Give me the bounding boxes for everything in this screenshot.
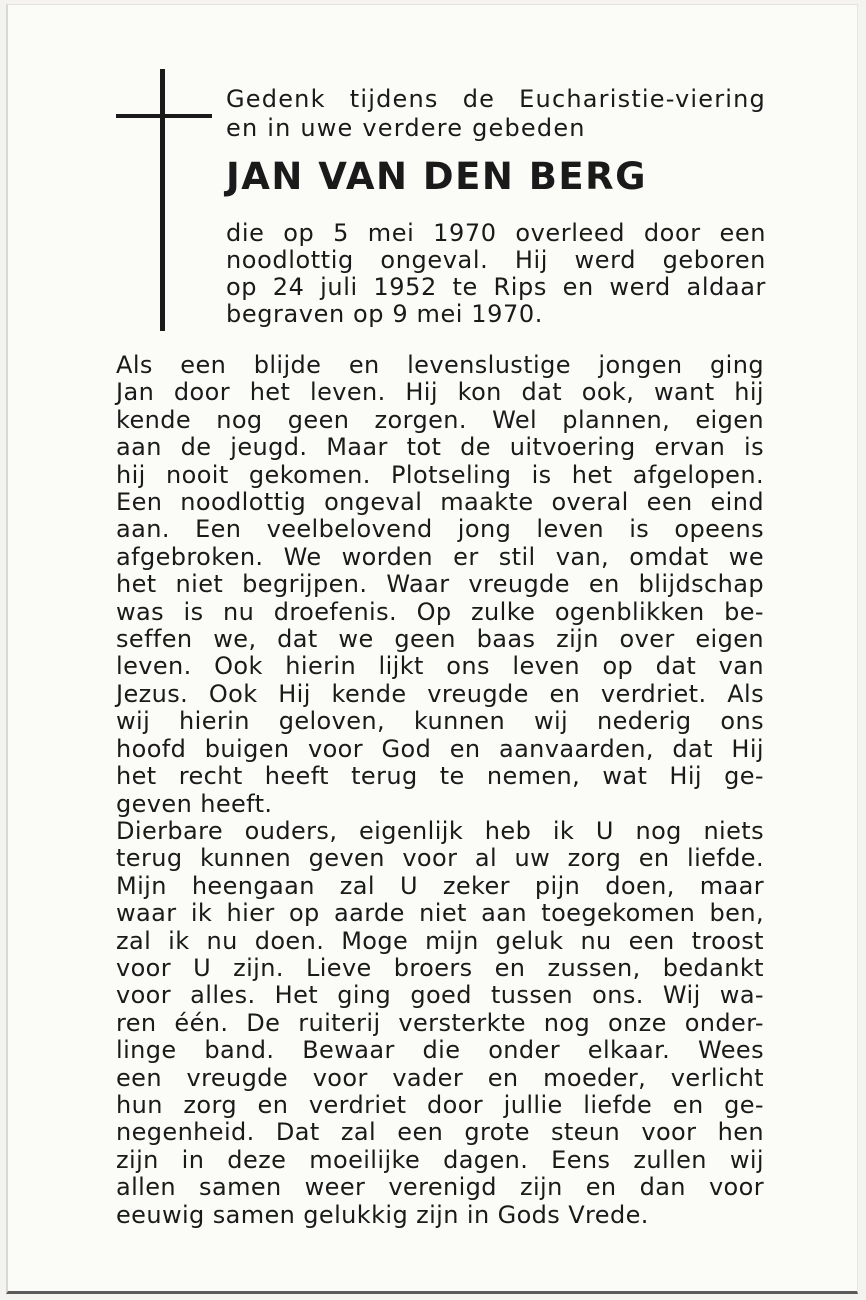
body-text (116, 352, 764, 1229)
body-line: het niet begrijpen. Waar vreugde en blijdschap (116, 570, 764, 599)
intro-text (226, 85, 766, 143)
body-line: allen samen weer verenigd zijn en dan voor (116, 1173, 764, 1202)
body-line: Dierbare ouders, eigenlijk heb ik U nog niets (116, 816, 764, 845)
body-line: hun zorg en verdriet door jullie liefde en ge- (116, 1090, 764, 1119)
body-line: aan. Een veelbelovend jong leven is opeens (116, 515, 764, 544)
details-text (226, 220, 766, 328)
details-line: op 24 juli 1952 te Rips en werd aldaar (226, 273, 766, 301)
details-line: noodlottig ongeval. Hij werd geboren (226, 246, 766, 274)
body-line: kende nog geen zorgen. Wel plannen, eigen (116, 405, 764, 434)
body-line: aan de jeugd. Maar tot de uitvoering ervan is (116, 433, 764, 462)
body-line: eeuwig samen gelukkig zijn in Gods Vrede. (116, 1200, 649, 1229)
body-line: geven heeft. (116, 789, 273, 818)
cross-icon-bar (116, 114, 212, 118)
details-line: begraven op 9 mei 1970. (226, 300, 544, 328)
body-line: het recht heeft terug te nemen, wat Hij ge- (116, 762, 764, 791)
body-line: een vreugde voor vader en moeder, verlicht (116, 1063, 764, 1092)
body-line: Jezus. Ook Hij kende vreugde en verdriet. Als (116, 679, 764, 708)
body-line: afgebroken. We worden er stil van, omdat we (116, 542, 764, 571)
cross-icon (160, 69, 165, 331)
body-line: Mijn heengaan zal U zeker pijn doen, maar (116, 871, 764, 900)
body-line: negenheid. Dat zal een grote steun voor hen (116, 1118, 764, 1147)
body-line: hij nooit gekomen. Plotseling is het afgelopen. (116, 460, 764, 489)
body-line: seffen we, dat we geen baas zijn over eigen (116, 625, 764, 654)
intro-line: en in uwe verdere gebeden (226, 114, 586, 142)
body-line: wij hierin geloven, kunnen wij nederig ons (116, 707, 764, 736)
body-line: was is nu droefenis. Op zulke ogenblikken be- (116, 597, 764, 626)
body-line: zal ik nu doen. Moge mijn geluk nu een troost (116, 926, 764, 955)
details-line: die op 5 mei 1970 overleed door een (226, 219, 766, 247)
body-line: Als een blijde en levenslustige jongen ging (116, 351, 764, 379)
body-line: terug kunnen geven voor al uw zorg en liefde. (116, 844, 764, 873)
deceased-name: JAN VAN DEN BERG (226, 155, 648, 198)
body-line: voor alles. Het ging goed tussen ons. Wij wa- (116, 981, 764, 1010)
body-line: Jan door het leven. Hij kon dat ook, want hij (116, 378, 764, 407)
body-line: leven. Ook hierin lijkt ons leven op dat van (116, 652, 764, 681)
body-line: linge band. Bewaar die onder elkaar. Wees (116, 1036, 764, 1065)
body-line: waar ik hier op aarde niet aan toegekomen ben, (116, 899, 764, 928)
memorial-card (6, 4, 858, 1294)
body-line: zijn in deze moeilijke dagen. Eens zullen wij (116, 1145, 764, 1174)
body-line: hoofd buigen voor God en aanvaarden, dat Hij (116, 734, 764, 763)
intro-line: Gedenk tijdens de Eucharistie-viering (226, 85, 766, 113)
body-line: voor U zijn. Lieve broers en zussen, bedankt (116, 953, 764, 982)
body-line: ren één. De ruiterij versterkte nog onze onder- (116, 1008, 764, 1037)
body-line: Een noodlottig ongeval maakte overal een eind (116, 488, 764, 517)
